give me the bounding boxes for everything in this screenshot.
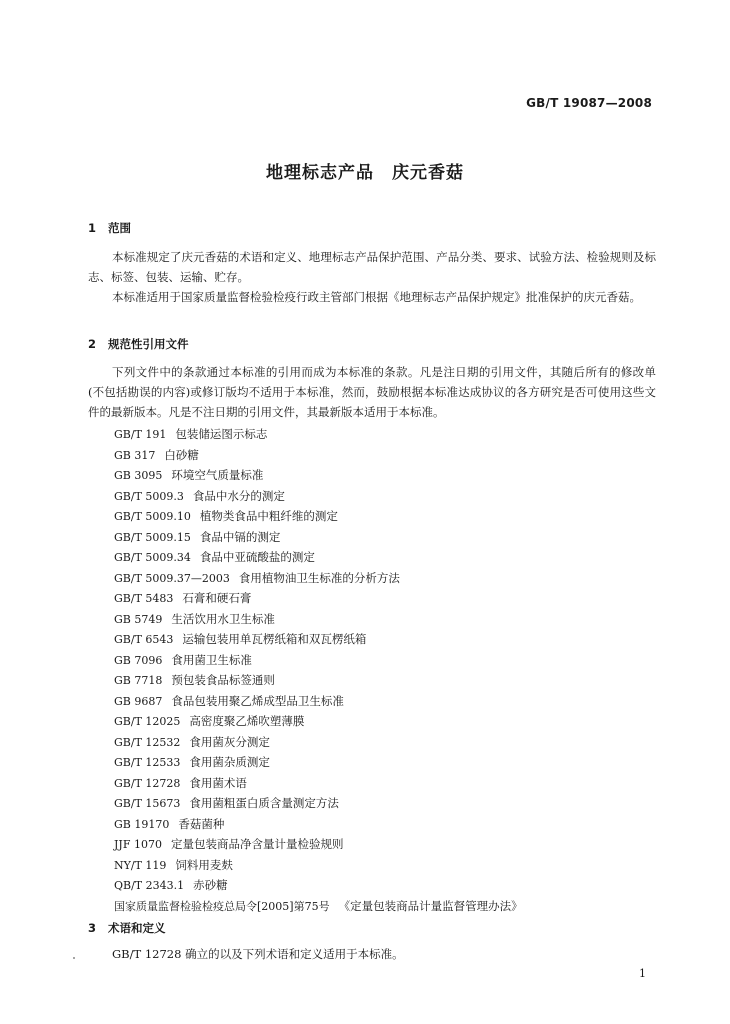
- paragraph-terms: GB/T 12728 确立的以及下列术语和定义适用于本标准。: [112, 947, 404, 961]
- reference-item: [114, 855, 523, 876]
- reference-title: 食用菌术语: [189, 775, 247, 790]
- page-number: 1: [639, 967, 646, 980]
- reference-code: GB 3095: [114, 469, 163, 482]
- reference-title: 食品中水分的测定: [192, 488, 285, 503]
- section-number: 1: [88, 221, 97, 235]
- reference-title: 定量包装商品净含量计量检验规则: [170, 837, 344, 851]
- reference-title: 食用植物油卫生标准的分析方法: [238, 570, 400, 585]
- paragraph-scope-2: 本标准适用于国家质量监督检验检疫行政主管部门根据《地理标志产品保护规定》批准保护的庆元香菇。: [112, 290, 641, 304]
- reference-title: 食品中亚硫酸盐的测定: [199, 550, 315, 564]
- section-title: 范围: [108, 221, 131, 235]
- reference-code: GB/T 5009.34: [114, 551, 191, 564]
- reference-title: 环境空气质量标准: [171, 468, 264, 482]
- reference-item: [114, 752, 523, 773]
- reference-title: 高密度聚乙烯吹塑薄膜: [189, 714, 305, 728]
- reference-item: [114, 691, 523, 712]
- reference-title: 运输包装用单瓦楞纸箱和双瓦楞纸箱: [182, 632, 367, 646]
- reference-item: [114, 896, 523, 917]
- reference-item: [114, 814, 523, 835]
- reference-code: GB 7096: [114, 653, 163, 667]
- reference-item: [114, 793, 523, 814]
- paragraph-normative-references: 下列文件中的条款通过本标准的引用而成为本标准的条款。凡是注日期的引用文件，其随后所有的修改单(不包括勘误的内容)或修订版均不适用于本标准，然而，鼓励根据本标准达成协议的各方研究是否可使用这些文件的最新版本。凡是不注日期的引用文件，其最新版本适用于本标准。: [88, 365, 656, 419]
- reference-title: 食品中镉的测定: [199, 529, 281, 544]
- reference-code: NY/T 119: [114, 858, 167, 872]
- reference-title: 白砂糖: [164, 447, 199, 462]
- scan-speck: [73, 957, 75, 959]
- reference-title: 石膏和硬石膏: [182, 591, 252, 605]
- section-number: 3: [88, 921, 97, 935]
- reference-code: GB/T 5009.15: [114, 530, 191, 544]
- reference-title: 包装储运图示标志: [175, 427, 268, 441]
- reference-item: [114, 568, 523, 589]
- reference-item: [114, 547, 523, 568]
- section-3-heading: [88, 920, 166, 936]
- reference-title: 预包装食品标签通则: [171, 673, 275, 687]
- reference-code: QB/T 2343.1: [114, 879, 185, 892]
- reference-code: GB/T 5009.37—2003: [114, 571, 230, 585]
- reference-code: GB 7718: [114, 674, 163, 687]
- reference-title: 饲料用麦麸: [175, 857, 233, 872]
- reference-code: GB/T 12533: [114, 756, 181, 769]
- reference-code: JJF 1070: [114, 838, 162, 851]
- reference-code: 国家质量监督检验检疫总局令[2005]第75号: [114, 899, 330, 913]
- section-title: 规范性引用文件: [108, 337, 189, 351]
- reference-item: [114, 875, 523, 896]
- reference-title: 植物类食品中粗纤维的测定: [199, 509, 338, 523]
- reference-item: [114, 465, 523, 486]
- reference-title: 食用菌杂质测定: [189, 755, 270, 769]
- reference-item: [114, 609, 523, 630]
- standard-code: GB/T 19087—2008: [526, 96, 652, 110]
- reference-item: [114, 588, 523, 609]
- reference-code: GB/T 12728: [114, 776, 181, 790]
- reference-code: GB/T 5009.3: [114, 489, 184, 503]
- reference-code: GB 317: [114, 448, 156, 462]
- reference-title: 食品包装用聚乙烯成型品卫生标准: [171, 693, 344, 708]
- reference-code: GB 19170: [114, 817, 170, 831]
- document-title: 地理标志产品 庆元香菇: [266, 163, 464, 183]
- reference-title: 食用菌灰分测定: [189, 734, 270, 749]
- reference-code: GB/T 5009.10: [114, 510, 191, 523]
- section-2-heading: [88, 336, 189, 352]
- reference-item: [114, 486, 523, 507]
- reference-code: GB/T 5483: [114, 592, 174, 605]
- reference-item: [114, 773, 523, 794]
- reference-title: 生活饮用水卫生标准: [171, 611, 275, 626]
- reference-title: 香菇菌种: [178, 816, 225, 831]
- section-title: 术语和定义: [108, 921, 166, 935]
- reference-item: [114, 650, 523, 671]
- reference-title: 赤砂糖: [193, 878, 228, 892]
- reference-item: [114, 629, 523, 650]
- reference-code: GB 5749: [114, 612, 163, 626]
- reference-title: 食用菌粗蛋白质含量测定方法: [189, 796, 339, 810]
- reference-code: GB/T 15673: [114, 797, 181, 810]
- reference-item: [114, 527, 523, 548]
- reference-item: [114, 732, 523, 753]
- reference-code: GB 9687: [114, 694, 163, 708]
- reference-item: [114, 445, 523, 466]
- paragraph-scope-1: 本标准规定了庆元香菇的术语和定义、地理标志产品保护范围、产品分类、要求、试验方法、检验规则及标志、标签、包装、运输、贮存。: [88, 250, 656, 284]
- reference-code: GB/T 12025: [114, 715, 181, 728]
- section-number: 2: [88, 337, 97, 351]
- reference-item: [114, 670, 523, 691]
- reference-title: 食用菌卫生标准: [171, 652, 252, 667]
- reference-title: 《定量包装商品计量监督管理办法》: [338, 898, 523, 913]
- reference-code: GB/T 6543: [114, 633, 174, 646]
- section-1-heading: [88, 220, 131, 236]
- reference-code: GB/T 191: [114, 428, 167, 441]
- reference-list: [114, 424, 523, 916]
- reference-item: [114, 834, 523, 855]
- reference-item: [114, 711, 523, 732]
- reference-code: GB/T 12532: [114, 735, 181, 749]
- reference-item: [114, 506, 523, 527]
- reference-item: [114, 424, 523, 445]
